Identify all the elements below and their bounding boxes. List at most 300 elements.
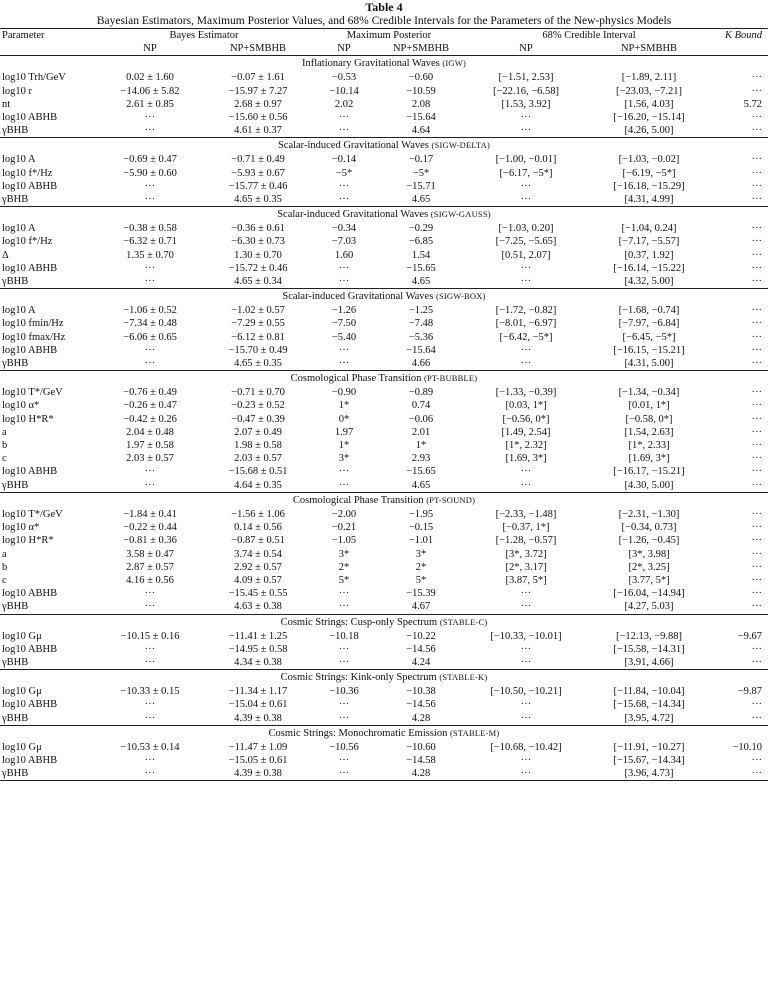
value-cell: ··· [520, 768, 532, 780]
table-row [0, 465, 768, 478]
parameter-cell: nt [2, 98, 11, 110]
value-cell: ··· [751, 249, 763, 261]
value-cell: [1.54, 2.63] [624, 426, 674, 438]
value-cell: 4.28 [411, 768, 431, 780]
value-cell: [−23.03, −7.21] [615, 85, 683, 97]
value-cell: ··· [338, 358, 350, 370]
value-cell: [−1.51, 2.53] [498, 72, 554, 84]
section-header [0, 289, 768, 305]
value-cell: −1.05 [331, 535, 357, 547]
value-cell: −10.10 [732, 741, 763, 753]
value-cell: ··· [338, 699, 350, 711]
value-cell: −15.39 [406, 588, 436, 600]
parameter-cell: log10 Gμ [2, 741, 42, 753]
section-title: Cosmic Strings: Cusp-only Spectrum [280, 616, 438, 628]
section-header [0, 138, 768, 154]
value-cell: [0.01, 1*] [628, 400, 670, 412]
value-cell: 4.64 ± 0.35 [234, 479, 282, 491]
section-header [0, 725, 768, 741]
value-cell: ··· [520, 112, 532, 124]
value-cell: 5* [415, 574, 427, 586]
table-row [0, 685, 768, 698]
value-cell: ··· [144, 276, 156, 288]
table-row [0, 399, 768, 412]
value-cell: −1.25 [408, 305, 434, 317]
value-cell: −0.53 [331, 72, 357, 84]
value-cell: −7.48 [408, 318, 434, 330]
parameter-cell: log10 ABHB [2, 754, 58, 766]
value-cell: [4.31, 4.99] [624, 194, 674, 206]
value-cell: ··· [751, 466, 763, 478]
header-np: NP [519, 43, 533, 55]
header-np: NP [337, 43, 351, 55]
table-row [0, 574, 768, 587]
table-row [0, 712, 768, 726]
table-row [0, 304, 768, 317]
value-cell: ··· [751, 400, 763, 412]
value-cell: ··· [751, 223, 763, 235]
value-cell: ··· [751, 453, 763, 465]
header-parameter: Parameter [0, 29, 96, 43]
value-cell: [4.32, 5.00] [624, 276, 674, 288]
value-cell: 1.97 [334, 426, 354, 438]
value-cell: −1.02 ± 0.57 [231, 305, 285, 317]
value-cell: 4.24 [411, 656, 431, 668]
value-cell: −15.77 ± 0.46 [228, 180, 288, 192]
section-tag: (SIGW-BOX) [435, 291, 486, 302]
value-cell: 1.97 ± 0.58 [126, 440, 174, 452]
value-cell: −0.87 ± 0.51 [231, 535, 285, 547]
parameter-cell: log10 ABHB [2, 643, 58, 655]
value-cell: −5.93 ± 0.67 [231, 167, 285, 179]
value-cell: 4.65 ± 0.34 [234, 276, 282, 288]
parameter-cell: Δ [2, 249, 9, 261]
parameter-cell: log10 T*/GeV [2, 387, 63, 399]
value-cell: ··· [751, 358, 763, 370]
value-cell: −10.60 [406, 741, 436, 753]
value-cell: 4.61 ± 0.37 [234, 125, 282, 137]
table-row [0, 561, 768, 574]
value-cell: [−16.04, −14.94] [613, 588, 685, 600]
value-cell: ··· [338, 656, 350, 668]
value-cell: ··· [338, 601, 350, 613]
value-cell: −2.00 [331, 508, 357, 520]
value-cell: 4.39 ± 0.38 [234, 712, 282, 724]
table-row [0, 317, 768, 330]
section-tag: (STABLE-M) [449, 727, 500, 738]
bottom-rule [0, 781, 768, 783]
value-cell: [3.87, 5*] [505, 574, 547, 586]
value-cell: −0.22 ± 0.44 [123, 522, 177, 534]
table-row [0, 413, 768, 426]
value-cell: ··· [520, 180, 532, 192]
value-cell: [3.77, 5*] [628, 574, 670, 586]
value-cell: −15.72 ± 0.46 [228, 262, 288, 274]
value-cell: 4.34 ± 0.38 [234, 656, 282, 668]
parameter-cell: log10 A [2, 154, 36, 166]
value-cell: −10.18 [329, 630, 359, 642]
parameter-cell: γBHB [2, 712, 29, 724]
value-cell: ··· [144, 699, 156, 711]
value-cell: [−1.34, −0.34] [618, 387, 680, 399]
value-cell: ··· [520, 643, 532, 655]
value-cell: ··· [338, 643, 350, 655]
value-cell: 1.54 [411, 249, 431, 261]
table-row [0, 741, 768, 754]
parameter-cell: log10 ABHB [2, 262, 58, 274]
table-row [0, 767, 768, 781]
value-cell: −10.15 ± 0.16 [120, 630, 180, 642]
parameter-cell: log10 ABHB [2, 699, 58, 711]
value-cell: −0.07 ± 1.61 [231, 72, 285, 84]
table-row [0, 439, 768, 452]
value-cell: [−15.67, −14.34] [613, 754, 685, 766]
value-cell: −1.06 ± 0.52 [123, 305, 177, 317]
value-cell: ··· [144, 180, 156, 192]
parameter-cell: c [2, 574, 7, 586]
value-cell: ··· [751, 574, 763, 586]
value-cell: 4.65 [411, 194, 431, 206]
value-cell: −15.04 ± 0.61 [228, 699, 288, 711]
value-cell: ··· [751, 344, 763, 356]
value-cell: ··· [751, 72, 763, 84]
value-cell: −0.15 [408, 522, 434, 534]
value-cell: [2*, 3.17] [505, 561, 547, 573]
value-cell: −15.05 ± 0.61 [228, 754, 288, 766]
section-title: Inflationary Gravitational Waves [301, 58, 440, 70]
section-header [0, 492, 768, 508]
value-cell: −15.97 ± 7.27 [228, 85, 288, 97]
parameter-cell: log10 ABHB [2, 344, 58, 356]
value-cell: [−6.42, −5*] [499, 331, 553, 343]
value-cell: [−16.17, −15.21] [613, 466, 685, 478]
parameter-cell: log10 α* [2, 400, 40, 412]
value-cell: [3*, 3.72] [505, 548, 547, 560]
value-cell: ··· [144, 768, 156, 780]
value-cell: 4.63 ± 0.38 [234, 601, 282, 613]
value-cell: ··· [751, 194, 763, 206]
value-cell: −0.81 ± 0.36 [123, 535, 177, 547]
value-cell: 1* [338, 440, 350, 452]
value-cell: −9.87 [737, 686, 763, 698]
value-cell: ··· [751, 331, 763, 343]
value-cell: −5.36 [408, 331, 434, 343]
table-row [0, 508, 768, 521]
value-cell: ··· [751, 712, 763, 724]
value-cell: ··· [751, 643, 763, 655]
value-cell: 0.02 ± 1.60 [126, 72, 174, 84]
value-cell: [2*, 3.25] [628, 561, 670, 573]
value-cell: −14.56 [406, 643, 436, 655]
value-cell: −10.59 [406, 85, 436, 97]
value-cell: ··· [144, 358, 156, 370]
table-row [0, 262, 768, 275]
value-cell: ··· [338, 754, 350, 766]
value-cell: 2* [338, 561, 350, 573]
results-table [0, 28, 768, 782]
table-body [0, 56, 768, 782]
value-cell: [−1.72, −0.82] [495, 305, 557, 317]
value-cell: [−1.04, 0.24] [621, 223, 677, 235]
value-cell: 5* [338, 574, 350, 586]
value-cell: [−1.33, −0.39] [495, 387, 557, 399]
value-cell: ··· [520, 712, 532, 724]
value-cell: [−11.91, −10.27] [613, 741, 685, 753]
value-cell: ··· [751, 387, 763, 399]
value-cell: −15.65 [406, 466, 436, 478]
table-row [0, 479, 768, 493]
value-cell: [3*, 3.98] [628, 548, 670, 560]
value-cell: 4.65 [411, 276, 431, 288]
value-cell: −7.03 [331, 236, 357, 248]
value-cell: ··· [751, 548, 763, 560]
parameter-cell: log10 f*/Hz [2, 236, 53, 248]
parameter-cell: log10 ABHB [2, 588, 58, 600]
header-maxpost: Maximum Posterior [312, 29, 466, 43]
value-cell: −7.50 [331, 318, 357, 330]
value-cell: 1.35 ± 0.70 [126, 249, 174, 261]
value-cell: [−7.25, −5.65] [495, 236, 557, 248]
section-header [0, 614, 768, 630]
value-cell: −6.32 ± 0.71 [123, 236, 177, 248]
table-row [0, 600, 768, 614]
value-cell: [−16.15, −15.21] [613, 344, 685, 356]
value-cell: −5.90 ± 0.60 [123, 167, 177, 179]
value-cell: −0.47 ± 0.39 [231, 413, 285, 425]
section-header [0, 56, 768, 72]
value-cell: 4.09 ± 0.57 [234, 574, 282, 586]
value-cell: ··· [751, 561, 763, 573]
value-cell: 0.14 ± 0.56 [234, 522, 282, 534]
value-cell: −0.71 ± 0.70 [231, 387, 285, 399]
value-cell: −0.06 [408, 413, 434, 425]
section-tag: (SIGW-GAUSS) [430, 209, 491, 220]
table-row [0, 643, 768, 656]
value-cell: ··· [144, 262, 156, 274]
value-cell: ··· [751, 167, 763, 179]
value-cell: 0* [338, 413, 350, 425]
value-cell: [−1.03, 0.20] [498, 223, 554, 235]
header-bayes: Bayes Estimator [96, 29, 312, 43]
value-cell: −6.85 [408, 236, 434, 248]
value-cell: ··· [144, 479, 156, 491]
value-cell: −1.01 [408, 535, 434, 547]
value-cell: ··· [751, 479, 763, 491]
value-cell: 1.98 ± 0.58 [234, 440, 282, 452]
value-cell: −14.56 [406, 699, 436, 711]
value-cell: [−16.20, −15.14] [613, 112, 685, 124]
value-cell: [−2.31, −1.30] [618, 508, 680, 520]
parameter-cell: log10 r [2, 85, 33, 97]
value-cell: ··· [144, 656, 156, 668]
value-cell: ··· [751, 588, 763, 600]
table-row [0, 180, 768, 193]
table-row [0, 275, 768, 289]
value-cell: [0.37, 1.92] [624, 249, 674, 261]
parameter-cell: γBHB [2, 194, 29, 206]
header-row-2 [0, 42, 768, 56]
value-cell: −15.45 ± 0.55 [228, 588, 288, 600]
value-cell: ··· [520, 358, 532, 370]
header-row-1 [0, 29, 768, 43]
value-cell: −1.84 ± 0.41 [123, 508, 177, 520]
parameter-cell: log10 H*R* [2, 535, 54, 547]
value-cell: ··· [751, 601, 763, 613]
section-title: Scalar-induced Gravitational Waves [277, 140, 429, 152]
value-cell: ··· [751, 699, 763, 711]
value-cell: 1.30 ± 0.70 [234, 249, 282, 261]
parameter-cell: log10 ABHB [2, 466, 58, 478]
value-cell: [1*, 2.33] [628, 440, 670, 452]
value-cell: ··· [520, 754, 532, 766]
value-cell: −5* [335, 167, 353, 179]
value-cell: ··· [520, 262, 532, 274]
value-cell: [−1.89, 2.11] [621, 72, 677, 84]
section-tag: (PT-BUBBLE) [423, 373, 478, 384]
value-cell: [−10.33, −10.01] [490, 630, 562, 642]
value-cell: ··· [751, 262, 763, 274]
header-np: NP [143, 43, 157, 55]
value-cell: ··· [520, 194, 532, 206]
value-cell: ··· [338, 479, 350, 491]
value-cell: [4.31, 5.00] [624, 358, 674, 370]
value-cell: ··· [338, 466, 350, 478]
section-tag: (STABLE-K) [439, 672, 488, 683]
value-cell: ··· [751, 656, 763, 668]
value-cell: 2.61 ± 0.85 [126, 98, 174, 110]
table-row [0, 386, 768, 399]
table-row [0, 344, 768, 357]
value-cell: 4.65 [411, 479, 431, 491]
value-cell: 3.74 ± 0.54 [234, 548, 282, 560]
value-cell: −0.69 ± 0.47 [123, 154, 177, 166]
table-row [0, 153, 768, 166]
parameter-cell: log10 ABHB [2, 112, 58, 124]
value-cell: [1*, 2.32] [505, 440, 547, 452]
parameter-cell: log10 ABHB [2, 180, 58, 192]
value-cell: [4.30, 5.00] [624, 479, 674, 491]
value-cell: 4.65 ± 0.35 [234, 358, 282, 370]
value-cell: −0.26 ± 0.47 [123, 400, 177, 412]
value-cell: −9.67 [737, 630, 763, 642]
value-cell: 4.64 [411, 125, 431, 137]
value-cell: −14.06 ± 5.82 [120, 85, 180, 97]
section-title: Scalar-induced Gravitational Waves [282, 291, 434, 303]
value-cell: ··· [338, 194, 350, 206]
table-row [0, 331, 768, 344]
value-cell: [−1.68, −0.74] [618, 305, 680, 317]
value-cell: −1.56 ± 1.06 [231, 508, 285, 520]
value-cell: 2.03 ± 0.57 [234, 453, 282, 465]
parameter-cell: γBHB [2, 601, 29, 613]
value-cell: −0.17 [408, 154, 434, 166]
table-label: Table 4 [365, 0, 403, 14]
parameter-cell: γBHB [2, 276, 29, 288]
value-cell: ··· [144, 754, 156, 766]
value-cell: −15.71 [406, 180, 436, 192]
value-cell: 2.93 [411, 453, 431, 465]
table-row [0, 754, 768, 767]
value-cell: −1.95 [408, 508, 434, 520]
value-cell: 2.02 [334, 98, 354, 110]
value-cell: [3.91, 4.66] [624, 656, 674, 668]
value-cell: ··· [751, 768, 763, 780]
value-cell: ··· [751, 535, 763, 547]
value-cell: [−10.50, −10.21] [490, 686, 562, 698]
header-npsmbhb: NP+SMBHB [620, 43, 678, 55]
value-cell: 4.66 [411, 358, 431, 370]
value-cell: [−0.34, 0.73] [621, 522, 677, 534]
parameter-cell: log10 T*/GeV [2, 508, 63, 520]
parameter-cell: b [2, 561, 8, 573]
value-cell: 2.92 ± 0.57 [234, 561, 282, 573]
parameter-cell: log10 fmax/Hz [2, 331, 66, 343]
parameter-cell: γBHB [2, 125, 29, 137]
value-cell: [1.53, 3.92] [501, 98, 551, 110]
value-cell: −10.53 ± 0.14 [120, 741, 180, 753]
table-row [0, 235, 768, 248]
value-cell: −0.42 ± 0.26 [123, 413, 177, 425]
value-cell: 1.60 [334, 249, 354, 261]
value-cell: [−16.18, −15.29] [613, 180, 685, 192]
value-cell: ··· [520, 479, 532, 491]
value-cell: −11.34 ± 1.17 [228, 686, 288, 698]
table-row [0, 452, 768, 465]
value-cell: 5.72 [743, 98, 763, 110]
value-cell: −10.14 [329, 85, 359, 97]
value-cell: ··· [751, 754, 763, 766]
value-cell: [−22.16, −6.58] [492, 85, 560, 97]
table-row [0, 167, 768, 180]
value-cell: ··· [520, 344, 532, 356]
value-cell: −10.22 [406, 630, 436, 642]
value-cell: 4.16 ± 0.56 [126, 574, 174, 586]
table-row [0, 656, 768, 670]
value-cell: ··· [338, 262, 350, 274]
value-cell: −6.06 ± 0.65 [123, 331, 177, 343]
table-row [0, 98, 768, 111]
value-cell: [−1.26, −0.45] [618, 535, 680, 547]
value-cell: −15.64 [406, 344, 436, 356]
table-row [0, 698, 768, 711]
section-tag: (SIGW-DELTA) [431, 140, 491, 151]
value-cell: [−6.45, −5*] [622, 331, 676, 343]
value-cell: −11.41 ± 1.25 [228, 630, 288, 642]
table-row [0, 222, 768, 235]
value-cell: −0.38 ± 0.58 [123, 223, 177, 235]
section-title: Cosmological Phase Transition [292, 494, 424, 506]
value-cell: [−16.14, −15.22] [613, 262, 685, 274]
table-title: Bayesian Estimators, Maximum Posterior Values, and 68% Credible Intervals for the Parameters of the New-physics Models [96, 15, 672, 27]
value-cell: ··· [751, 276, 763, 288]
value-cell: ··· [338, 180, 350, 192]
value-cell: ··· [520, 466, 532, 478]
value-cell: ··· [751, 236, 763, 248]
value-cell: [−6.17, −5*] [499, 167, 553, 179]
section-header [0, 670, 768, 686]
value-cell: ··· [338, 712, 350, 724]
value-cell: ··· [338, 276, 350, 288]
value-cell: ··· [751, 426, 763, 438]
value-cell: ··· [144, 466, 156, 478]
parameter-cell: γBHB [2, 479, 29, 491]
value-cell: [−6.19, −5*] [622, 167, 676, 179]
value-cell: −0.60 [408, 72, 434, 84]
value-cell: 2.04 ± 0.48 [126, 426, 174, 438]
value-cell: 3* [338, 453, 350, 465]
value-cell: 4.39 ± 0.38 [234, 768, 282, 780]
value-cell: [4.26, 5.00] [624, 125, 674, 137]
